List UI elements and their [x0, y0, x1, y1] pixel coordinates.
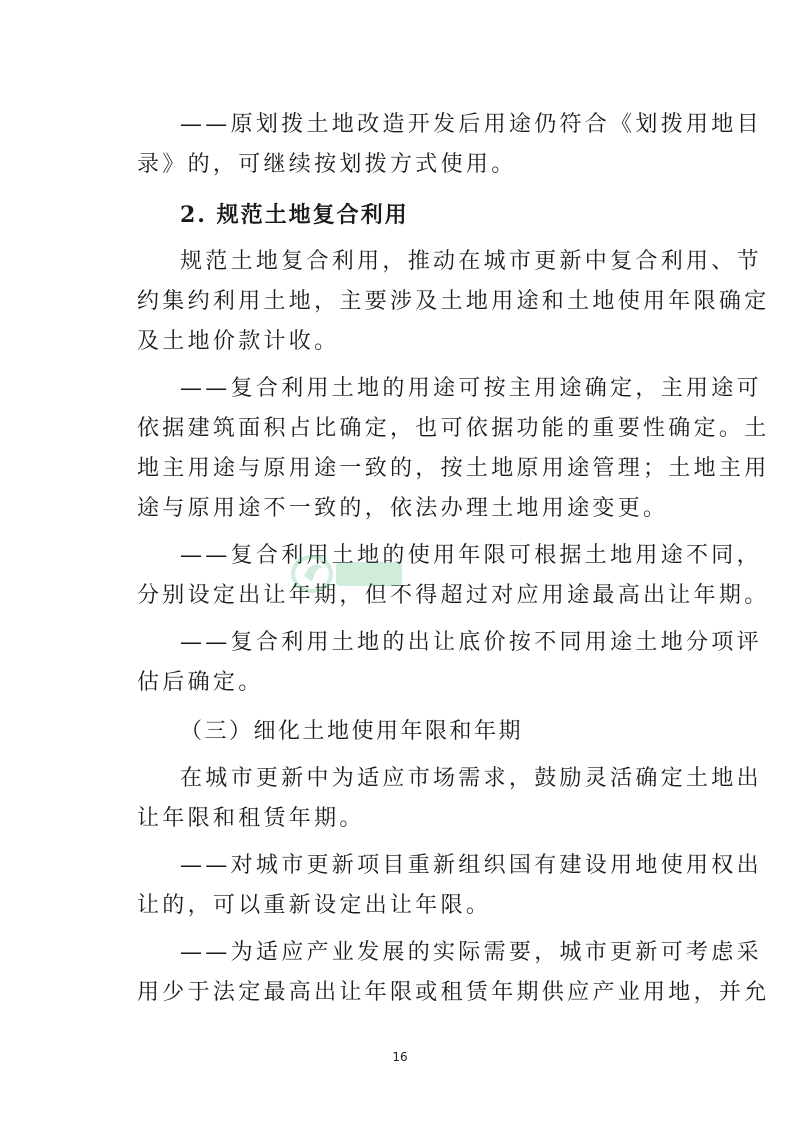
text-line: 依据建筑面积占比确定，也可依据功能的重要性确定。土	[137, 416, 770, 441]
text-line: ——对城市更新项目重新组织国有建设用地使用权出	[180, 853, 762, 878]
text-line: 途与原用途不一致的，依法办理土地用途变更。	[137, 496, 669, 521]
text-line: ——复合利用土地的出让底价按不同用途土地分项评	[180, 630, 762, 655]
text-line: 让年限和租赁年期。	[137, 806, 365, 831]
text-line: 分别设定出让年期，但不得超过对应用途最高出让年期。	[137, 583, 770, 608]
text-line: 让的，可以重新设定出让年限。	[137, 893, 492, 918]
text-line: 规范土地复合利用，推动在城市更新中复合利用、节	[180, 249, 762, 274]
text-line: 地主用途与原用途一致的，按土地原用途管理；土地主用	[137, 456, 770, 481]
text-line: 录》的，可继续按划拨方式使用。	[137, 152, 517, 177]
section-heading: 2. 规范土地复合利用	[180, 202, 409, 228]
subsection-heading: （三）细化土地使用年限和年期	[180, 719, 524, 744]
text-line: ——为适应产业发展的实际需要，城市更新可考虑采	[180, 940, 762, 965]
text-line: ——复合利用土地的使用年限可根据土地用途不同，	[180, 543, 762, 568]
text-line: 估后确定。	[137, 670, 264, 695]
text-line: ——原划拨土地改造开发后用途仍符合《划拨用地目	[180, 112, 762, 137]
text-line: 及土地价款计收。	[137, 329, 340, 354]
page-number: 16	[392, 1050, 408, 1064]
text-line: 用少于法定最高出让年限或租赁年期供应产业用地，并允	[137, 980, 770, 1005]
text-line: 约集约利用土地，主要涉及土地用途和土地使用年限确定	[137, 289, 770, 314]
text-line: 在城市更新中为适应市场需求，鼓励灵活确定土地出	[180, 766, 762, 791]
text-line: ——复合利用土地的用途可按主用途确定，主用途可	[180, 376, 762, 401]
